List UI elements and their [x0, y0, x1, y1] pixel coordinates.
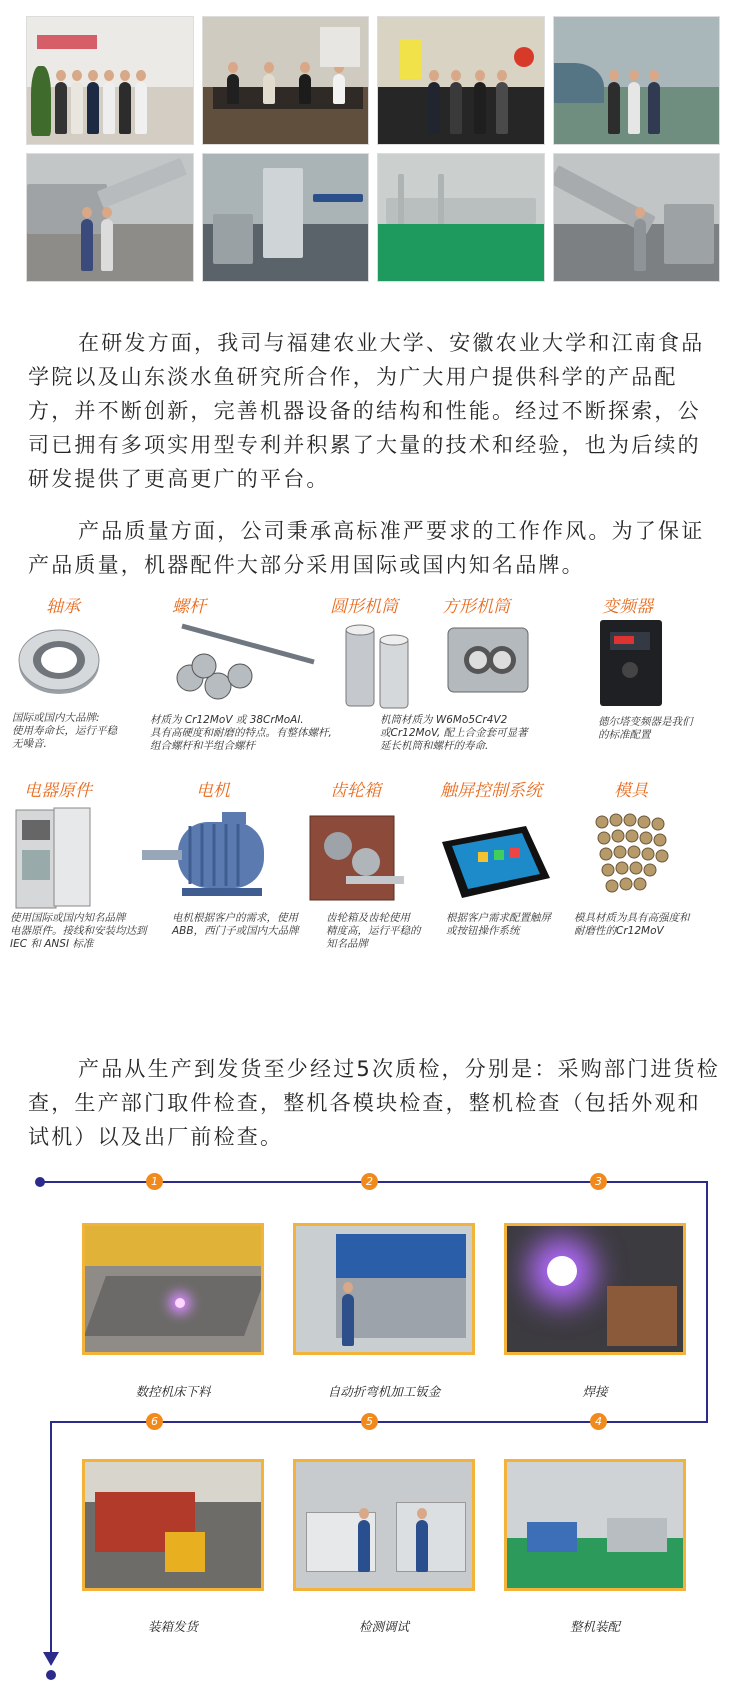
component-desc-touchscreen: 根据客户需求配置触屏 或按钮操作系统: [446, 912, 551, 937]
component-title-screw: 螺杆: [172, 597, 206, 617]
quality-paragraph: 产品质量方面，公司秉承高标准严要求的工作作风。为了保证产品质量，机器配件大部分采用国际或国内知名品牌。: [28, 519, 705, 577]
component-desc-inverter: 德尔塔变频器是我们 的标准配置: [598, 716, 693, 741]
component-title-round-barrel: 圆形机筒: [330, 597, 398, 617]
component-title-gearbox: 齿轮箱: [330, 781, 381, 801]
component-title-electrical: 电器原件: [24, 781, 92, 801]
step-caption-3: 焊接: [582, 1384, 608, 1399]
step-caption-2: 自动折弯机加工钣金: [327, 1384, 441, 1399]
round-barrel-icon: [340, 622, 420, 712]
step-caption-1: 数控机床下料: [135, 1384, 211, 1399]
gearbox-icon: [306, 806, 406, 906]
flow-arrow-icon: [43, 1652, 59, 1666]
component-title-square-barrel: 方形机筒: [442, 597, 510, 617]
production-line-photo: [26, 153, 194, 282]
component-desc-bearing: 国际或国内大品牌: 使用寿命长，运行平稳 无噪音.: [12, 712, 117, 750]
step-badge-1: 1: [146, 1173, 163, 1190]
step-badge-3: 3: [590, 1173, 607, 1190]
bending-machine-photo: [293, 1223, 475, 1355]
step-caption-6: 装箱发货: [147, 1619, 198, 1634]
rnd-paragraph: 在研发方面，我司与福建农业大学、安徽农业大学和江南食品学院以及山东淡水鱼研究所合作，为广大用户提供科学的产品配方，并不断创新，完善机器设备的结构和性能。经过不断探索，公司已拥有多项实用型专利并积累了大量的技术和经验，也为后续的研发提供了更高更广的平台。: [28, 331, 705, 491]
step-badge-5: 5: [361, 1413, 378, 1430]
component-desc-molds: 模具材质为具有高强度和 耐磨性的Cr12MoV: [574, 912, 690, 937]
component-desc-motor: 电机根据客户的需求，使用 ABB，西门子或国内大品牌: [172, 912, 299, 937]
workshop-structure-photo: [202, 153, 370, 282]
molds-icon: [590, 810, 670, 900]
touchscreen-icon: [434, 822, 554, 902]
electrical-cabinet-icon: [14, 806, 94, 910]
flow-line-right: [706, 1181, 708, 1423]
cnc-cutting-photo: [82, 1223, 264, 1355]
step-caption-4: 整机装配: [569, 1619, 620, 1634]
screw-icon: [168, 618, 318, 708]
step-badge-4: 4: [590, 1413, 607, 1430]
factory-visit-photo: [553, 16, 721, 145]
inspection-paragraph: 产品从生产到发货至少经过5次质检，分别是：采购部门进货检查，生产部门取件检查，整机各模块检查，整机检查（包括外观和试机）以及出厂前检查。: [28, 1057, 720, 1149]
bearing-icon: [14, 622, 104, 702]
flow-line-left: [50, 1421, 52, 1657]
testing-photo: [293, 1459, 475, 1591]
office-visit-photo: [377, 16, 545, 145]
office-meeting-photo: [26, 16, 194, 145]
component-desc-screw: 材质为 Cr12MoV 或 38CrMoAl. 具有高硬度和耐磨的特点。有整体螺杆, 组合螺杆和半组合螺杆: [150, 714, 332, 752]
motor-icon: [142, 808, 282, 904]
conference-table-photo: [202, 16, 370, 145]
flow-end-dot: [46, 1670, 56, 1680]
component-title-molds: 模具: [614, 781, 648, 801]
step-caption-5: 检测调试: [358, 1619, 409, 1634]
component-desc-electrical: 使用国际或国内知名品牌 电器原件。接线和安装均达到 IEC 和 ANSI 标准: [10, 912, 147, 950]
inverter-icon: [598, 618, 664, 708]
photo-grid: [26, 16, 720, 282]
component-title-touchscreen: 触屏控制系统: [440, 781, 542, 801]
shipping-photo: [82, 1459, 264, 1591]
drying-line-photo: [377, 153, 545, 282]
welding-photo: [504, 1223, 686, 1355]
component-title-bearing: 轴承: [46, 597, 80, 617]
component-desc-round-barrel: 机筒材质为 W6Mo5Cr4V2 或Cr12MoV, 配上合金套可显著 延长机筒和螺杆的寿命.: [380, 714, 528, 752]
conveyor-photo: [553, 153, 721, 282]
step-badge-2: 2: [361, 1173, 378, 1190]
square-barrel-icon: [444, 622, 534, 698]
component-title-inverter: 变频器: [602, 597, 653, 617]
component-desc-gearbox: 齿轮箱及齿轮使用 精度高，运行平稳的 知名品牌: [326, 912, 421, 950]
component-title-motor: 电机: [196, 781, 230, 801]
step-badge-6: 6: [146, 1413, 163, 1430]
assembly-photo: [504, 1459, 686, 1591]
